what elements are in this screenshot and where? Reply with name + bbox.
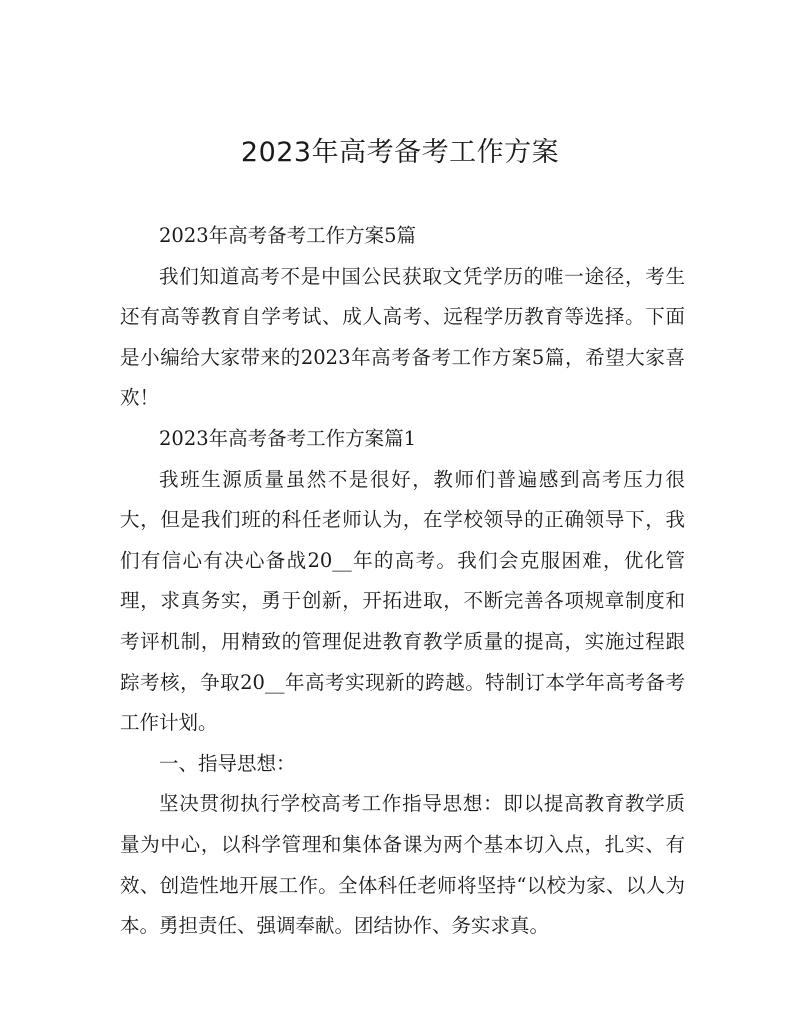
paragraph-subtitle: 2023年高考备考工作方案5篇 [159, 224, 417, 247]
paragraph-section-heading: 2023年高考备考工作方案篇1 [159, 426, 417, 450]
paragraph-class-overview: 我班生源质量虽然不是很好，教师们普遍感到高考压力很大，但是我们班的科任老师认为，在学校领导的正确领导下，我们有信心有决心备战20__年的高考。我们会克服困难，优化管理，求真务实，勇于创新，开拓进取，不断完善各项规章制度和考评机制，用精致的管理促进教育教学质量的提高，实施过程跟踪考核，争取20__年高考实现新的跨越。特制订本学年高考备考工作计划。 [120, 467, 685, 735]
document-title: 2023年高考备考工作方案 [240, 137, 560, 168]
document-body [120, 216, 685, 947]
paragraph-guiding-heading: 一、指导思想： [159, 751, 296, 775]
paragraph-intro: 我们知道高考不是中国公民获取文凭学历的唯一途径，考生还有高等教育自学考试、成人高考、远程学历教育等选择。下面是小编给大家带来的2023年高考备考工作方案5篇，希望大家喜欢！ [120, 264, 685, 410]
paragraph-guiding-thought: 坚决贯彻执行学校高考工作指导思想：即以提高教育教学质量为中心，以科学管理和集体备课为两个基本切入点，扎实、有效、创造性地开展工作。全体科任老师将坚持“以校为家、以人为本。勇担责任、强调奉献。团结协作、务实求真。 [120, 792, 685, 938]
